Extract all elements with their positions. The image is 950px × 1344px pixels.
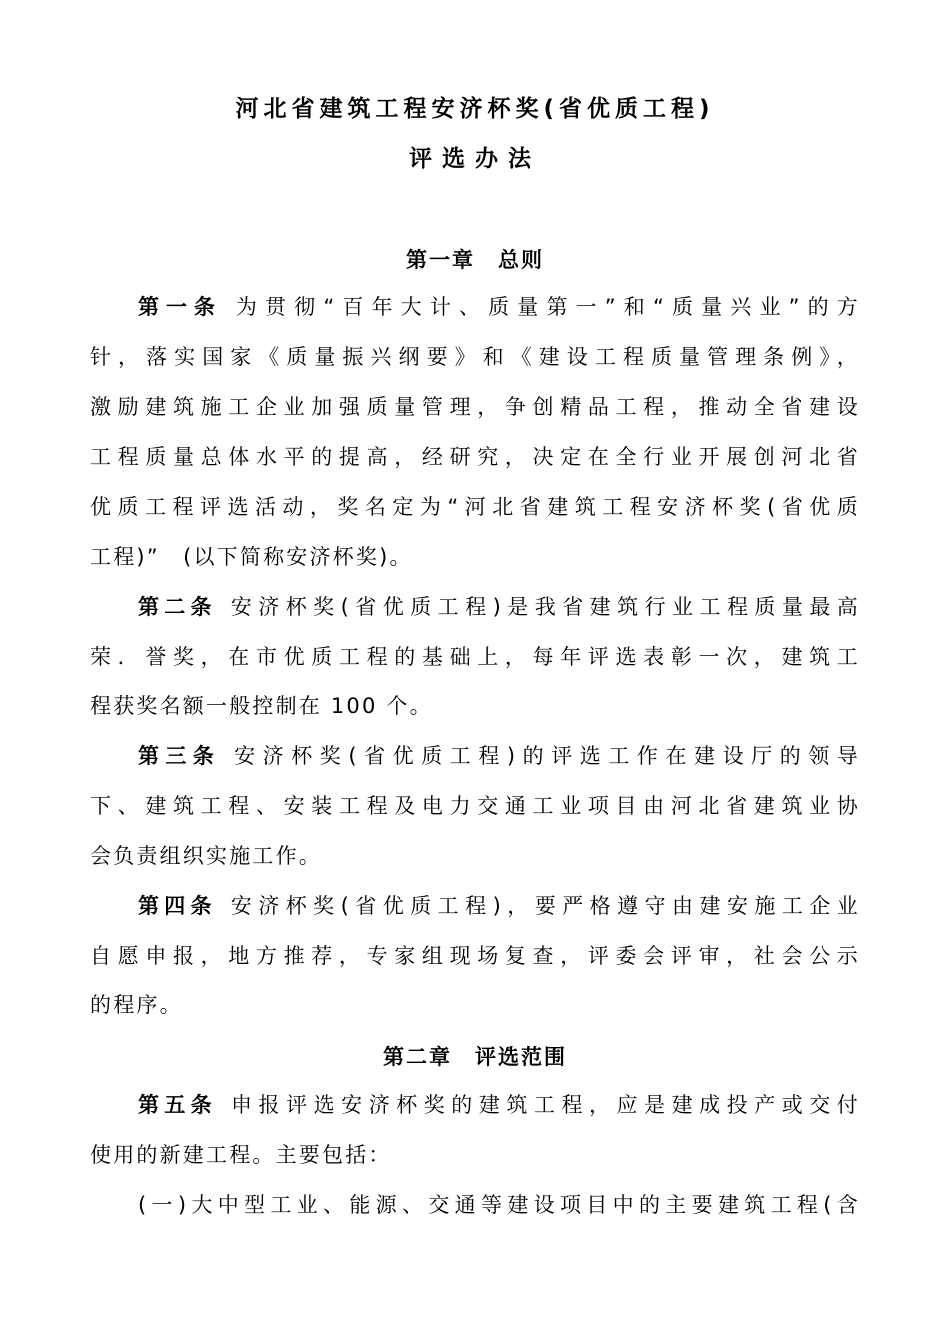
article-3-label: 第三条: [138, 744, 221, 768]
article-3-line-3: 会负责组织实施工作。: [90, 844, 322, 868]
article-5-line-1: 第五条 申报评选安济杯奖的建筑工程，应是建成投产或交付: [138, 1093, 860, 1117]
article-5-label: 第五条: [138, 1093, 218, 1117]
article-1-line-2: 针，落实国家《质量振兴纲要》和《建设工程质量管理条例》，: [90, 345, 860, 369]
chapter-heading-2: 第二章 评选范围: [383, 1045, 567, 1069]
article-3-line-1: 第三条 安济杯奖(省优质工程)的评选工作在建设厅的领导: [138, 744, 861, 768]
article-4-line-1: 第四条 安济杯奖(省优质工程)，要严格遵守由建安施工企业: [138, 894, 861, 918]
article-1-line-3: 激励建筑施工企业加强质量管理，争创精品工程，推动全省建设: [90, 395, 860, 419]
article-2-line-3: 程获奖名额一般控制在 100 个。: [90, 694, 433, 718]
article-4-line-3: 的程序。: [90, 993, 183, 1017]
article-1-label: 第一条: [138, 295, 222, 319]
article-3-line-2: 下、建筑工程、安装工程及电力交通工业项目由河北省建筑业协: [90, 794, 860, 818]
article-4-line-2: 自愿申报，地方推荐，专家组现场复查，评委会评审，社会公示: [90, 944, 860, 968]
list-item-1: (一)大中型工业、能源、交通等建设项目中的主要建筑工程(含: [138, 1193, 860, 1217]
document-subtitle: 评选办法: [409, 146, 541, 172]
article-2-line-2: 荣．誉奖，在市优质工程的基础上，每年评选表彰一次，建筑工: [90, 645, 860, 669]
document-title: 河北省建筑工程安济杯奖(省优质工程): [235, 96, 715, 122]
article-5-line-2: 使用的新建工程。主要包括：: [90, 1143, 392, 1167]
article-1-line-4: 工程质量总体水平的提高，经研究，决定在全行业开展创河北省: [90, 445, 860, 469]
chapter-heading-1: 第一章 总则: [406, 248, 544, 272]
article-4-label: 第四条: [138, 894, 217, 918]
article-1-line-5: 优质工程评选活动，奖名定为“河北省建筑工程安济杯奖(省优质: [90, 495, 860, 519]
article-1-line-1: 第一条 为贯彻“百年大计、质量第一”和“质量兴业”的方: [138, 295, 861, 319]
article-2-line-1: 第二条 安济杯奖(省优质工程)是我省建筑行业工程质量最高: [138, 595, 861, 619]
article-1-line-6: 工程)” (以下简称安济杯奖)。: [90, 545, 413, 569]
article-2-label: 第二条: [138, 595, 217, 619]
